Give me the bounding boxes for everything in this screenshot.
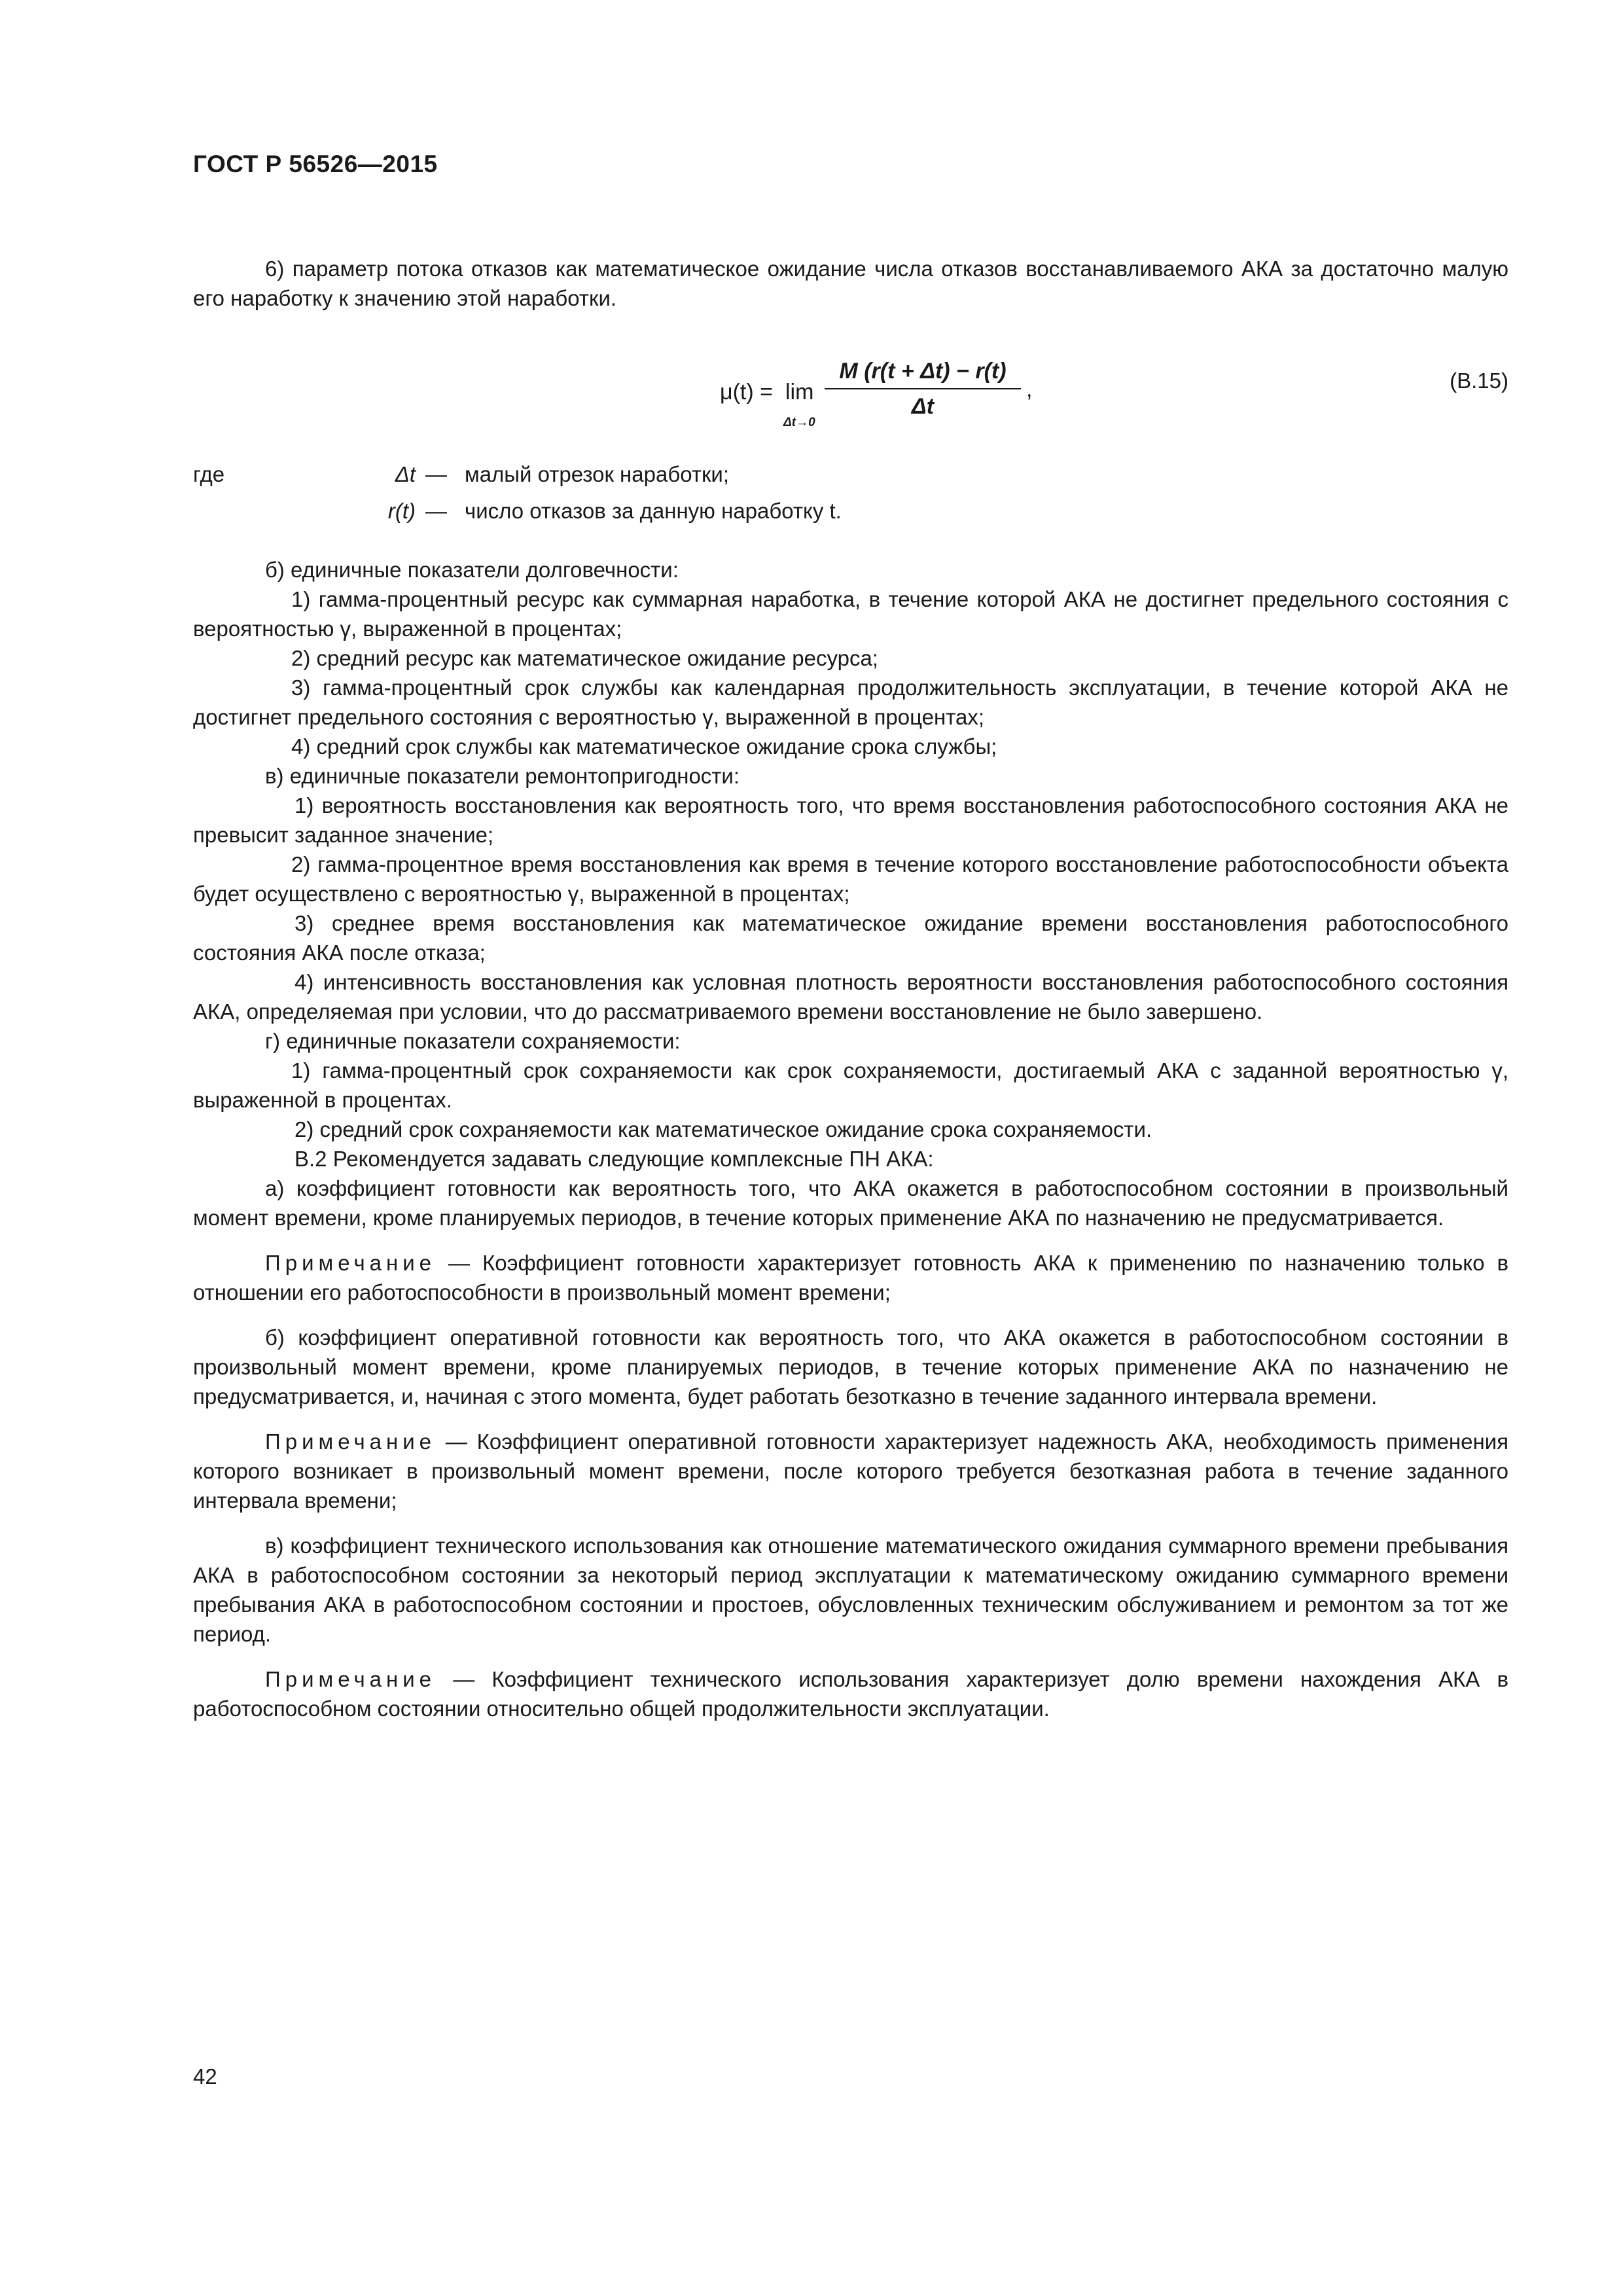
definition-row [193, 496, 1508, 533]
list-item: 3) среднее время восстановления как математическое ожидание времени восстановления работоспособного состояния АКА после отказа; [193, 911, 1508, 965]
list-heading: в) единичные показатели ремонтопригодности: [265, 764, 740, 788]
formula-b15 [720, 357, 1508, 429]
note-paragraph [193, 1427, 1508, 1515]
list-item: 4) средний срок службы как математическое ожидание срока службы; [291, 734, 997, 759]
list-item: 4) интенсивность восстановления как условная плотность вероятности восстановления работоспособного состояния АКА, определяемая при условии, что до рассматриваемого времени восстановление не было завершено. [193, 970, 1508, 1024]
definition-symbol: Δt [395, 462, 416, 486]
formula-denominator: Δt [911, 394, 935, 419]
where-label: где [193, 462, 225, 486]
note-label: Примечание [265, 1429, 437, 1454]
definition-row [193, 459, 1508, 496]
list-heading: г) единичные показатели сохраняемости: [265, 1029, 681, 1053]
list-item: 1) гамма-процентный срок сохраняемости как срок сохраняемости, достигаемый АКА с заданной вероятностью γ, выраженной в процентах. [193, 1058, 1508, 1112]
list-item: 2) гамма-процентное время восстановления как время в течение которого восстановление работоспособности объекта будет осуществлено с вероятностью γ, выраженной в процентах; [193, 852, 1508, 906]
document-header: ГОСТ Р 56526—2015 [193, 151, 438, 177]
formula-lim-subscript: Δt→0 [783, 416, 815, 429]
list-item: б) коэффициент оперативной готовности как вероятность того, что АКА окажется в работоспособном состоянии в произвольный момент времени, кроме планируемых периодов, в течение которых применение АКА по назначению не предусматривается, и, начиная с этого момента, будет работать безотказно в течение заданного интервала времени. [193, 1325, 1508, 1408]
list-item: 1) вероятность восстановления как вероятность того, что время восстановления работоспособного состояния АКА не превысит заданное значение; [193, 793, 1508, 847]
formula-numerator: M (r(t + Δt) − r(t) [839, 359, 1007, 384]
intro-section [193, 254, 1508, 313]
indicators-section [193, 555, 1508, 1723]
list-item: 3) гамма-процентный срок службы как календарная продолжительность эксплуатации, в течение которой АКА не достигнет предельного состояния с вероятностью γ, выраженной в процентах; [193, 675, 1508, 729]
formula-comma: , [1026, 377, 1033, 402]
list-item: 1) гамма-процентный ресурс как суммарная наработка, в течение которой АКА не достигнет предельного состояния с вероятностью γ, выраженной в процентах; [193, 587, 1508, 641]
note-paragraph [193, 1248, 1508, 1307]
formula-number: (В.15) [1450, 368, 1508, 393]
definitions [193, 459, 1508, 533]
note-paragraph [193, 1664, 1508, 1723]
list-item: 2) средний ресурс как математическое ожидание ресурса; [291, 646, 878, 670]
formula-lim: lim [785, 380, 814, 404]
fraction-bar [825, 388, 1021, 389]
definition-dash: — [425, 462, 447, 486]
note-label: Примечание [265, 1251, 437, 1275]
note-text: — Коэффициент готовности характеризует готовность АКА к применению по назначению только в отношении его работоспособности в произвольный момент времени; [193, 1251, 1508, 1304]
list-item: 2) средний срок сохраняемости как математическое ожидание срока сохраняемости. [294, 1117, 1152, 1141]
definition-dash: — [425, 499, 447, 523]
list-item: в) коэффициент технического использования как отношение математического ожидания суммарного времени пребывания АКА в работоспособном состоянии за некоторый период эксплуатации к математическому ожиданию суммарного времени пребывания АКА в работоспособном состоянии и простоев, обусловленных техническим обслуживанием и ремонтом за тот же период. [193, 1534, 1508, 1646]
definition-symbol: r(t) [387, 499, 416, 523]
list-heading: б) единичные показатели долговечности: [265, 558, 679, 582]
note-text: — Коэффициент оперативной готовности характеризует надежность АКА, необходимость применения которого возникает в произвольный момент времени, после которого требуется безотказная работа в течение заданного интервала времени; [193, 1429, 1508, 1513]
page-number: 42 [193, 2064, 217, 2089]
definition-text: число отказов за данную наработку t. [465, 499, 842, 523]
note-label: Примечание [265, 1667, 437, 1691]
intro-paragraph: 6) параметр потока отказов как математическое ожидание числа отказов восстанавливаемого АКА за достаточно малую его наработку к значению этой наработки. [193, 257, 1508, 310]
formula-lhs: μ(t) = [720, 380, 773, 404]
formula-fraction [825, 357, 1021, 420]
list-item: а) коэффициент готовности как вероятность того, что АКА окажется в работоспособном состоянии в произвольный момент времени, кроме планируемых периодов, в течение которых применение АКА по назначению не предусматривается. [193, 1176, 1508, 1230]
note-text: — Коэффициент технического использования характеризует долю времени нахождения АКА в работоспособном состоянии относительно общей продолжительности эксплуатации. [193, 1667, 1508, 1721]
definition-text: малый отрезок наработки; [465, 462, 730, 486]
section-paragraph: В.2 Рекомендуется задавать следующие комплексные ПН АКА: [294, 1147, 934, 1171]
